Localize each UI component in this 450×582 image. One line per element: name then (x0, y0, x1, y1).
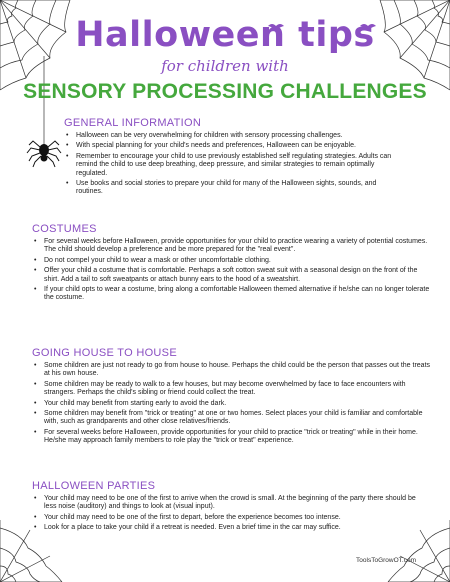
list-item: • If your child opts to wear a costume, bring along a comfortable Halloween themed alternative if he/she can no longer tolerate the costume. (32, 286, 430, 303)
footer-website: ToolsToGrowOT.com (356, 557, 416, 564)
list-item: • Offer your child a costume that is comfortable. Perhaps a soft cotton sweat suit with a seasonal design on the front of the shirt. Add a tail to soft sweatpants or attach bunny ears to the hood of a sweatshirt. (32, 267, 430, 284)
list-item: • Remember to encourage your child to use previously established self regulating strategies. Adults can remind the child to use deep breathing, deep pressure, and similar strategies to remain optimally regulated. (64, 153, 402, 178)
list-item: • Halloween can be very overwhelming for children with sensory processing challenges. (64, 132, 402, 140)
list-item: • With special planning for your child's needs and preferences, Halloween can be enjoyable. (64, 142, 402, 150)
list-item: • Look for a place to take your child if a retreat is needed. Even a brief time in the car may suffice. (32, 524, 430, 532)
section-heading-costumes: COSTUMES (32, 223, 97, 235)
list-item: • Some children are just not ready to go from house to house. Perhaps the child could be the person that passes out the treats at his own house. (32, 362, 430, 379)
page-title: Halloween tips (75, 15, 375, 55)
list-item: • Your child may need to be one of the first to depart, before the experience becomes too intense. (32, 514, 430, 522)
list-item: • Your child may benefit from starting early to avoid the dark. (32, 400, 430, 408)
house-to-house-list (32, 362, 430, 448)
section-heading-parties: HALLOWEEN PARTIES (32, 480, 156, 492)
page-subtitle: for children with (161, 57, 289, 75)
list-item: • Use books and social stories to prepare your child for many of the Halloween sights, sounds, and routines. (64, 180, 402, 197)
list-item: • Your child may need to be one of the first to arrive when the crowd is small. At the beginning of the party there should be less noise (auditory) and things to look at (visual input). (32, 495, 430, 512)
list-item: • Some children may benefit from "trick or treating" at one or two homes. Select places your child is familiar and comfortable with, such as grandparents and other close relatives/friends. (32, 410, 430, 427)
page-headline: SENSORY PROCESSING CHALLENGES (23, 80, 427, 103)
list-item: • Do not compel your child to wear a mask or other uncomfortable clothing. (32, 257, 430, 265)
section-heading-general: GENERAL INFORMATION (64, 117, 202, 129)
list-item: • For several weeks before Halloween, provide opportunities for your child to practice "trick or treating" while in their home. He/she may approach family members to role play the "trick or treat" experience. (32, 429, 430, 446)
halloween-parties-list (32, 495, 430, 535)
spider-icon (27, 141, 61, 167)
list-item: • For several weeks before Halloween, provide opportunities for your child to practice wearing a variety of potential costumes. The child should develop a preference and be more prepared for the "real event". (32, 238, 430, 255)
costumes-list (32, 238, 430, 305)
general-information-list (64, 132, 402, 199)
list-item: • Some children may be ready to walk to a few houses, but may become overwhelmed by face to face encounters with strangers. Perhaps the child's sibling or friend could collect the treat. (32, 381, 430, 398)
section-heading-house-to-house: GOING HOUSE TO HOUSE (32, 347, 177, 359)
